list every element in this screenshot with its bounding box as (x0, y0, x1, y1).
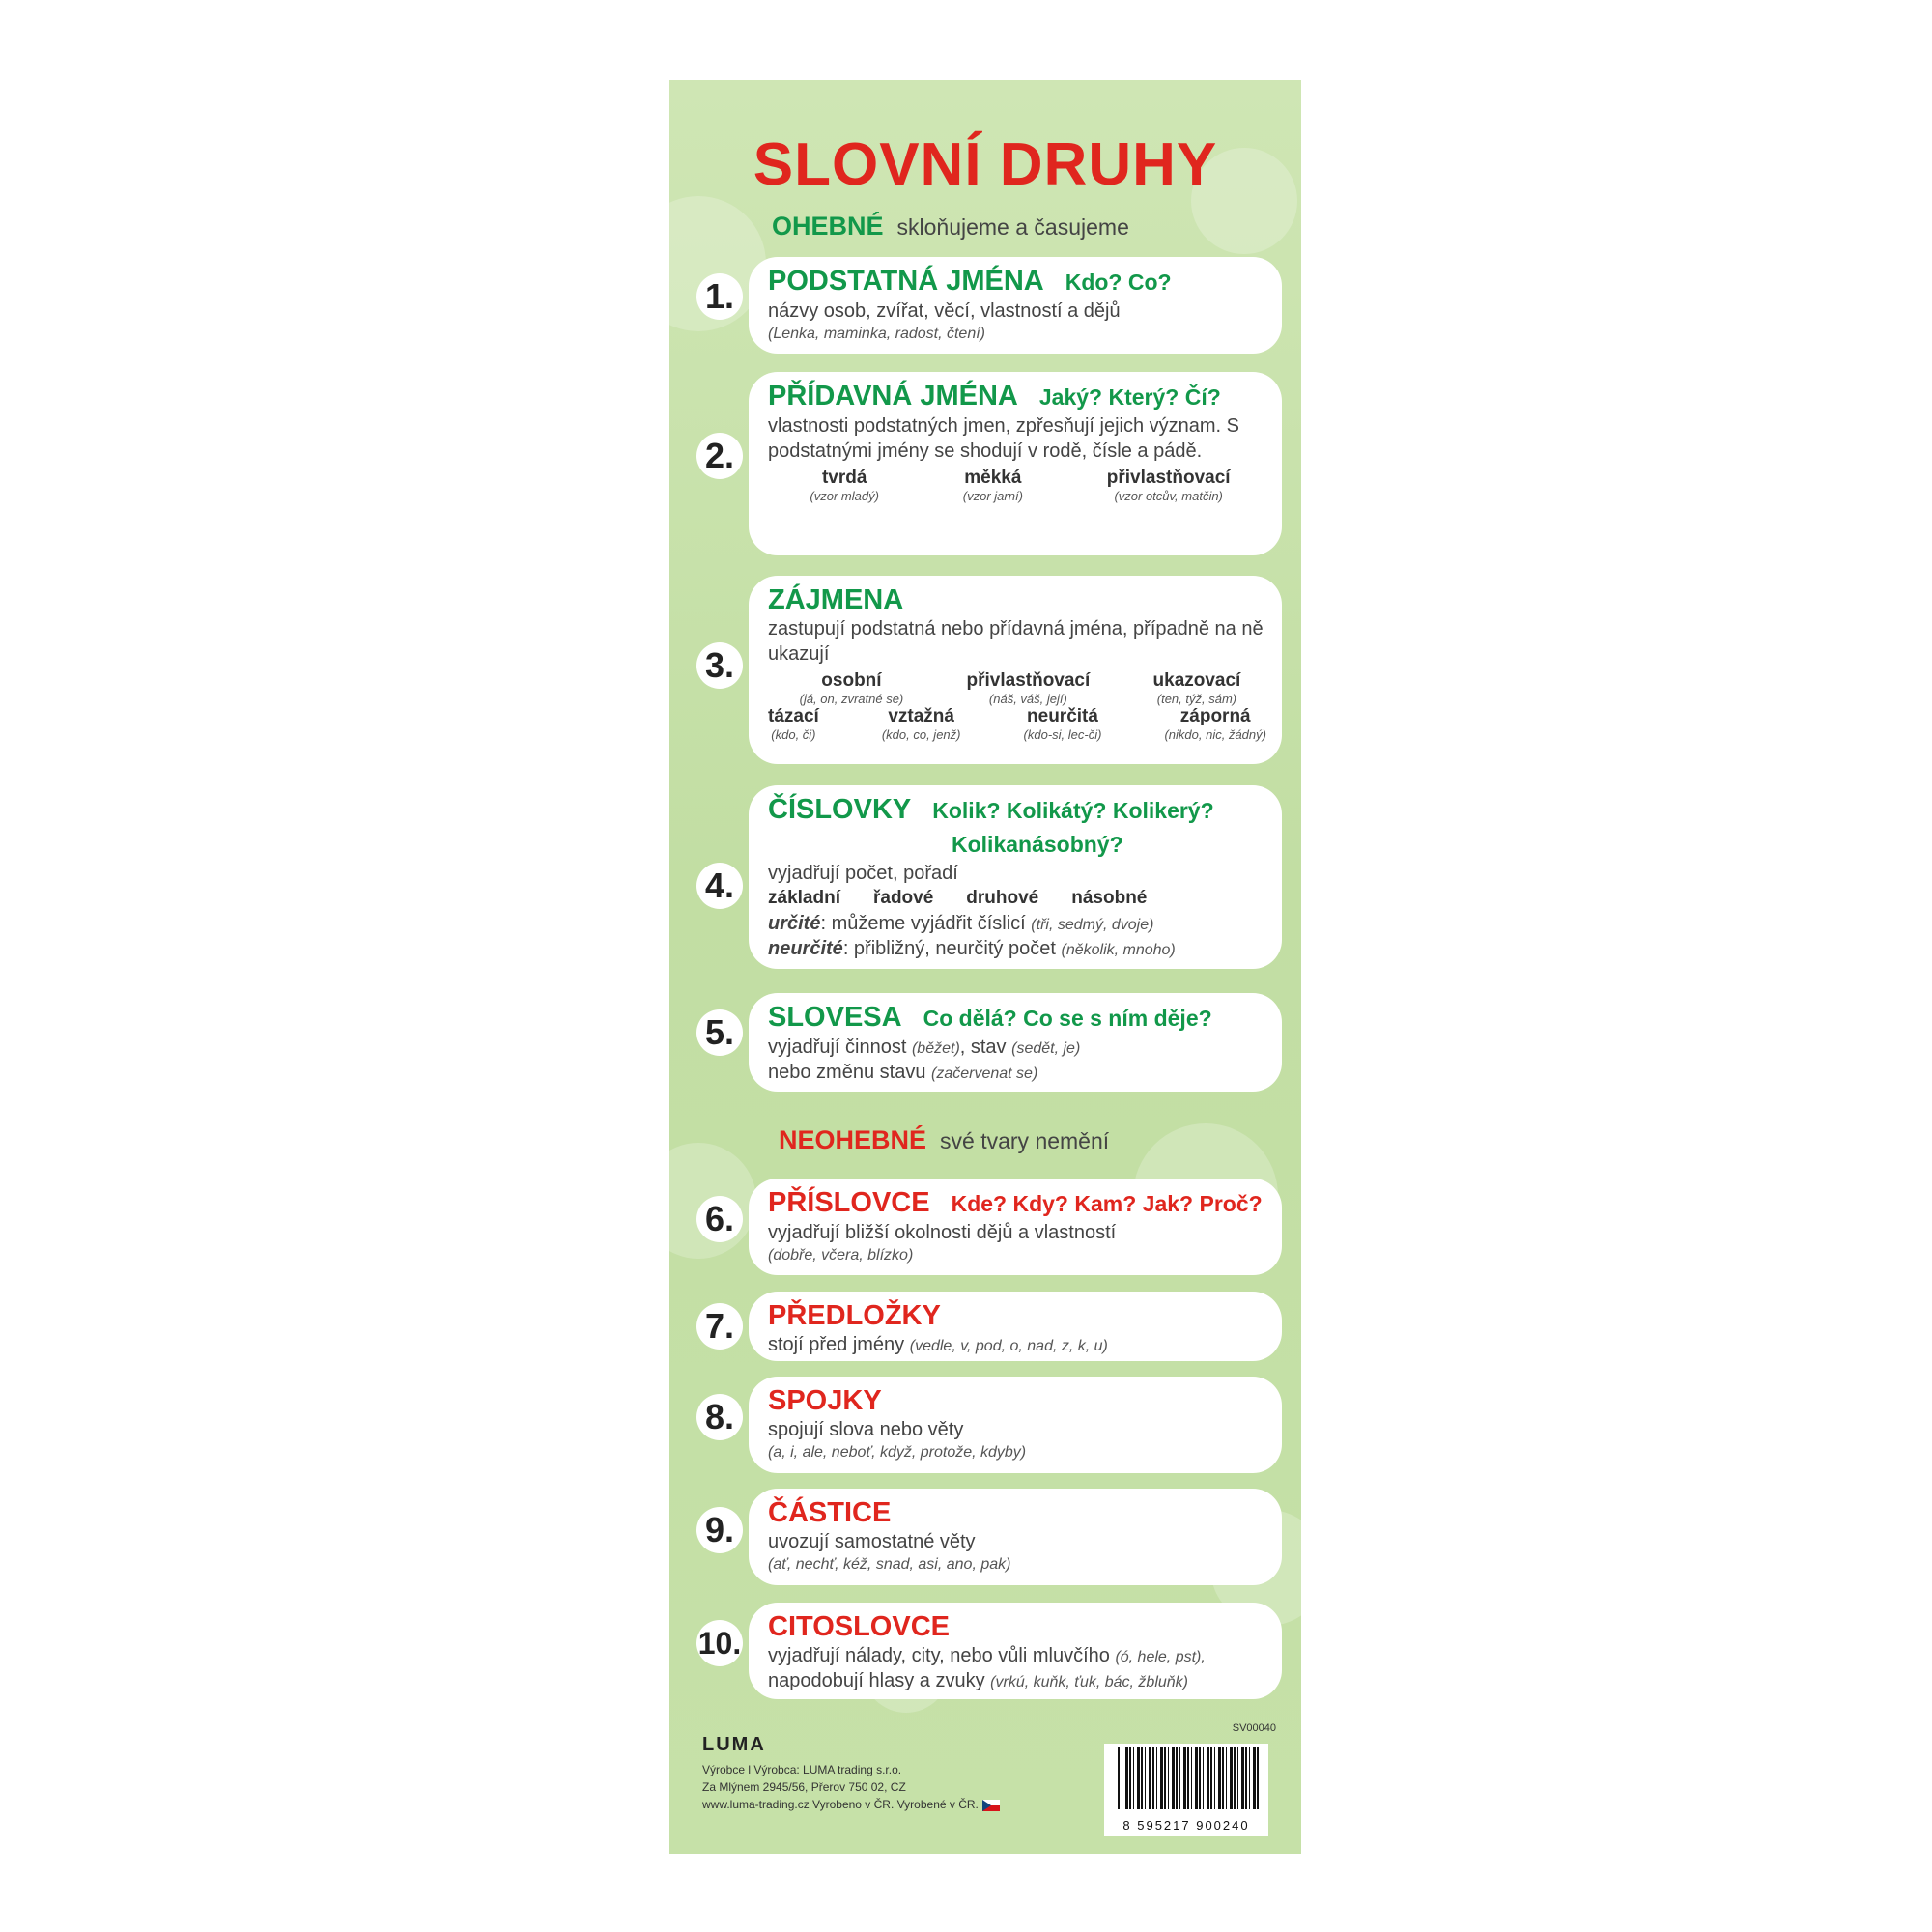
type-name: přivlastňovací (1106, 468, 1231, 488)
item-number: 7. (696, 1303, 743, 1350)
product-code: SV00040 (1232, 1722, 1276, 1734)
item-question: Co dělá? Co se s ním děje? (923, 1006, 1212, 1031)
term-text: : přibližný, neurčitý počet (842, 938, 1056, 959)
item-title: CITOSLOVCE (768, 1611, 950, 1642)
item-podstatna-jmena (749, 257, 1282, 354)
item-example: (dobře, včera, blízko) (768, 1247, 914, 1264)
item-number: 1. (696, 273, 743, 320)
section-desc: své tvary nemění (940, 1128, 1110, 1153)
footer-address: Za Mlýnem 2945/56, Přerov 750 02, CZ (702, 1780, 906, 1794)
item-spojky (749, 1377, 1282, 1473)
term-text: : můžeme vyjádřit číslicí (820, 913, 1026, 934)
type-example: (já, on, zvratné se) (799, 692, 904, 706)
type-name: tázací (768, 706, 819, 726)
type-grid (768, 670, 1272, 706)
term-example: (tři, sedmý, dvoje) (1031, 917, 1154, 933)
item-title: ČÍSLOVKY (768, 794, 912, 825)
item-example: (Lenka, maminka, radost, čtení) (768, 326, 985, 342)
item-question: Kolikanásobný? (952, 832, 1123, 857)
item-cislovky (749, 785, 1282, 969)
footer-manufacturer: Výrobce l Výrobca: LUMA trading s.r.o. (702, 1763, 902, 1776)
type-name: přivlastňovací (966, 670, 1091, 691)
type-example: (vzor mladý) (810, 489, 879, 503)
item-example: (vedle, v, pod, o, nad, z, k, u) (909, 1338, 1108, 1354)
section-label: NEOHEBNÉ (779, 1125, 927, 1154)
type-grid (768, 468, 1272, 503)
item-number: 4. (696, 863, 743, 909)
section-ohebne (772, 212, 1129, 242)
type-example: (kdo-si, lec-či) (1023, 727, 1102, 742)
type-example: (náš, váš, její) (988, 692, 1067, 706)
item-example: (běžet) (911, 1040, 960, 1057)
type-example: (ten, týž, sám) (1156, 692, 1237, 706)
type-name: měkká (964, 468, 1022, 488)
footer (702, 1736, 1000, 1813)
page-title: SLOVNÍ DRUHY (753, 131, 1218, 198)
type-example: (nikdo, nic, žádný) (1164, 727, 1266, 742)
type-name: tvrdá (821, 468, 867, 488)
section-desc: skloňujeme a časujeme (896, 214, 1129, 240)
item-title: SPOJKY (768, 1385, 882, 1416)
item-number: 2. (696, 433, 743, 479)
item-text: , stav (959, 1037, 1007, 1058)
term-label: neurčité (768, 938, 843, 959)
item-number: 6. (696, 1196, 743, 1242)
item-example: (začervenat se) (931, 1065, 1038, 1082)
item-number: 8. (696, 1394, 743, 1440)
item-title: PŘÍSLOVCE (768, 1187, 930, 1218)
item-text: vlastnosti podstatných jmen, zpřesňují jejich význam. S podstatnými jmény se shodují v rodě, čísle a pádě. (768, 415, 1239, 462)
item-question: Kde? Kdy? Kam? Jak? Proč? (951, 1191, 1263, 1216)
type-name: osobní (821, 670, 882, 691)
kind-item: řadové (872, 888, 934, 908)
footer-web: www.luma-trading.cz Vyrobeno v ČR. Vyrobené v ČR. (702, 1798, 979, 1811)
item-question: Kolik? Kolikátý? Kolikerý? (932, 798, 1214, 823)
item-text: vyjadřují činnost (768, 1037, 907, 1058)
item-predlozky (749, 1292, 1282, 1361)
item-example: (a, i, ale, neboť, když, protože, kdyby) (768, 1444, 1027, 1461)
item-example: (vrkú, kuňk, ťuk, bác, žbluňk) (990, 1674, 1189, 1690)
item-example: (ať, nechť, kéž, snad, asi, ano, pak) (768, 1556, 1011, 1573)
item-example: (sedět, je) (1011, 1040, 1081, 1057)
type-name: vztažná (888, 706, 954, 726)
luma-logo: LUMA (702, 1734, 766, 1755)
kind-list (768, 886, 1272, 911)
item-title: PODSTATNÁ JMÉNA (768, 266, 1044, 297)
term-example: (několik, mnoho) (1061, 942, 1176, 958)
item-title: ZÁJMENA (768, 584, 904, 615)
item-number: 10. (696, 1620, 743, 1666)
item-question: Jaký? Který? Čí? (1038, 384, 1221, 410)
item-number: 3. (696, 642, 743, 689)
item-citoslovce (749, 1603, 1282, 1699)
item-text: spojují slova nebo věty (768, 1419, 964, 1440)
item-text: zastupují podstatná nebo přídavná jména, případně na ně ukazují (768, 618, 1264, 665)
item-zajmena (749, 576, 1282, 764)
item-title: SLOVESA (768, 1002, 902, 1033)
term-label: určité (768, 913, 821, 934)
type-name: záporná (1179, 706, 1251, 726)
item-text: vyjadřují bližší okolnosti dějů a vlastností (768, 1222, 1117, 1243)
barcode-number: 8 595217 900240 (1122, 1818, 1250, 1833)
type-example: (vzor otcův, matčin) (1114, 489, 1223, 503)
item-title: PŘÍDAVNÁ JMÉNA (768, 381, 1018, 412)
type-example: (kdo, či) (771, 727, 816, 742)
item-slovesa (749, 993, 1282, 1092)
item-prislovce (749, 1179, 1282, 1275)
type-name: ukazovací (1152, 670, 1241, 691)
item-text: nebo změnu stavu (768, 1062, 926, 1083)
type-name: neurčitá (1027, 706, 1098, 726)
item-pridavna-jmena (749, 372, 1282, 555)
item-number: 5. (696, 1009, 743, 1056)
poster-card (669, 80, 1301, 1854)
barcode (1104, 1744, 1268, 1836)
item-text: stojí před jmény (768, 1334, 905, 1355)
kind-item: druhové (966, 888, 1039, 908)
item-text: uvozují samostatné věty (768, 1531, 976, 1552)
item-text: vyjadřují nálady, city, nebo vůli mluvčího (768, 1645, 1110, 1666)
item-text: názvy osob, zvířat, věcí, vlastností a dějů (768, 300, 1121, 322)
czech-flag-icon (982, 1800, 1000, 1811)
type-example: (kdo, co, jenž) (881, 727, 961, 742)
item-text: napodobují hlasy a zvuky (768, 1670, 985, 1691)
item-question: Kdo? Co? (1065, 270, 1172, 295)
item-number: 9. (696, 1507, 743, 1553)
section-neohebne (779, 1125, 1109, 1155)
item-example: (ó, hele, pst), (1115, 1649, 1206, 1665)
item-title: ČÁSTICE (768, 1497, 892, 1528)
type-grid (768, 706, 1272, 742)
type-example: (vzor jarní) (962, 489, 1023, 503)
kind-item: násobné (1071, 888, 1148, 908)
item-title: PŘEDLOŽKY (768, 1300, 941, 1331)
section-label: OHEBNÉ (772, 212, 884, 241)
item-text: vyjadřují počet, pořadí (768, 863, 958, 884)
kind-item: základní (768, 888, 840, 908)
item-castice (749, 1489, 1282, 1585)
barcode-bars (1118, 1747, 1259, 1809)
